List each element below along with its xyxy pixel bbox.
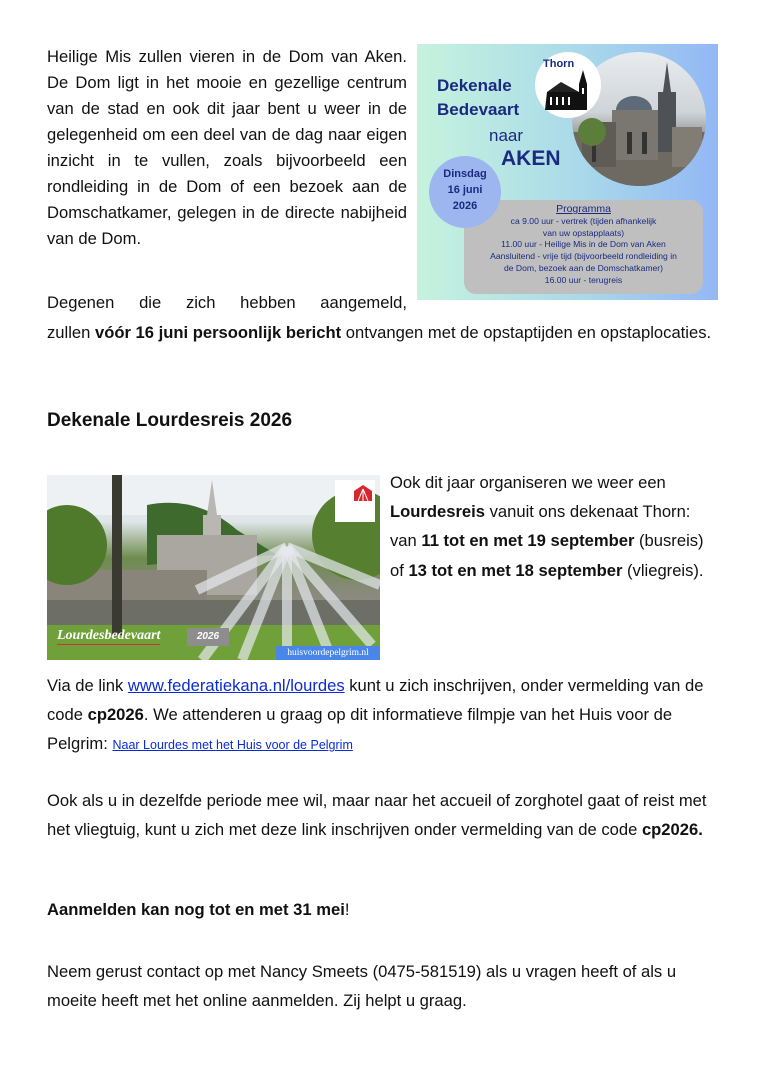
contact-paragraph: Neem gerust contact op met Nancy Smeets (0475-581519) als u vragen heeft of als u moeite heeft met het online aanmelden. Zij helpt u graag. [47,962,677,1011]
lourdes-heading: Dekenale Lourdesreis 2026 [47,410,293,431]
huis-voor-de-pelgrim-logo [335,480,375,522]
program-box: Programma ca 9.00 uur - vertrek (tijden afhankelijk van uw opstapplaats) 11.00 uur - Heilige Mis in de Dom van Aken Aansluitend - vrije tijd (bijvoorbeeld rondleiding in de Dom, bezoek aan de Domschatkamer) 16.00 uur - terugreis [464,200,703,294]
registration-paragraph: Degenen die zich hebben aangemeld, zullen vóór 16 juni persoonlijk bericht ontvangen met de opstaptijden en opstaplocaties. [47,293,712,342]
link-paragraph: Via de link www.federatiekana.nl/lourdes kunt u zich inschrijven, onder vermelding van de code cp2026. We attenderen u graag op dit informatieve filmpje van het Huis voor de Pelgrim: Naar Lourdes met het Huis voor de Pelgrim [47,676,704,754]
accueil-paragraph: Ook als u in dezelfde periode mee wil, maar naar het accueil of zorghotel gaat of reist met het vliegtuig, kunt u zich met deze link inschrijven onder vermelding van de code cp2026. [47,791,707,840]
lourdes-caption: Lourdesbedevaart [57,628,161,643]
aken-poster-image: Thorn Dekenale Bedevaart naar AKEN Dinsdag 16 juni 2026 Programma ca 9.00 uur - vertrek (tijden afhankelijk van uw opstapplaats) 11.00 uur - Heilige Mis in de Dom van Aken Aansluitend - vrije tijd (bijvoorbeeld rondleiding in de Dom, bezoek aan de Domschatkamer) 16.00 uur - terugreis [417,44,718,300]
federatiekana-link[interactable]: www.federatiekana.nl/lourdes [127,676,345,695]
lourdes-intro: Ook dit jaar organiseren we weer een Lourdesreis vanuit ons dekenaat Thorn: van 11 tot en met 19 september (busreis) of 13 tot en met 18 september (vliegreis). [390,473,704,580]
video-link[interactable]: Naar Lourdes met het Huis voor de Pelgrim [112,738,353,753]
website-badge: huisvoordepelgrim.nl [276,646,380,660]
date-badge: Dinsdag 16 juni 2026 [429,156,501,228]
lourdes-year: 2026 [187,628,229,646]
lourdes-image [47,475,380,660]
deadline-notice: Aanmelden kan nog tot en met 31 mei! [47,900,350,919]
aken-paragraph: Heilige Mis zullen vieren in de Dom van Aken. De Dom ligt in het mooie en gezellige centrum van de stad en ook dit jaar bent u weer in de gelegenheid om een deel van de dag naar eigen inzicht in te vullen, zoals bijvoorbeeld een rondleiding in de Dom of een bezoek aan de Domschatkamer, gelegen in de directe nabijheid van de Dom. [47,47,407,248]
thorn-logo: Thorn [535,52,601,118]
